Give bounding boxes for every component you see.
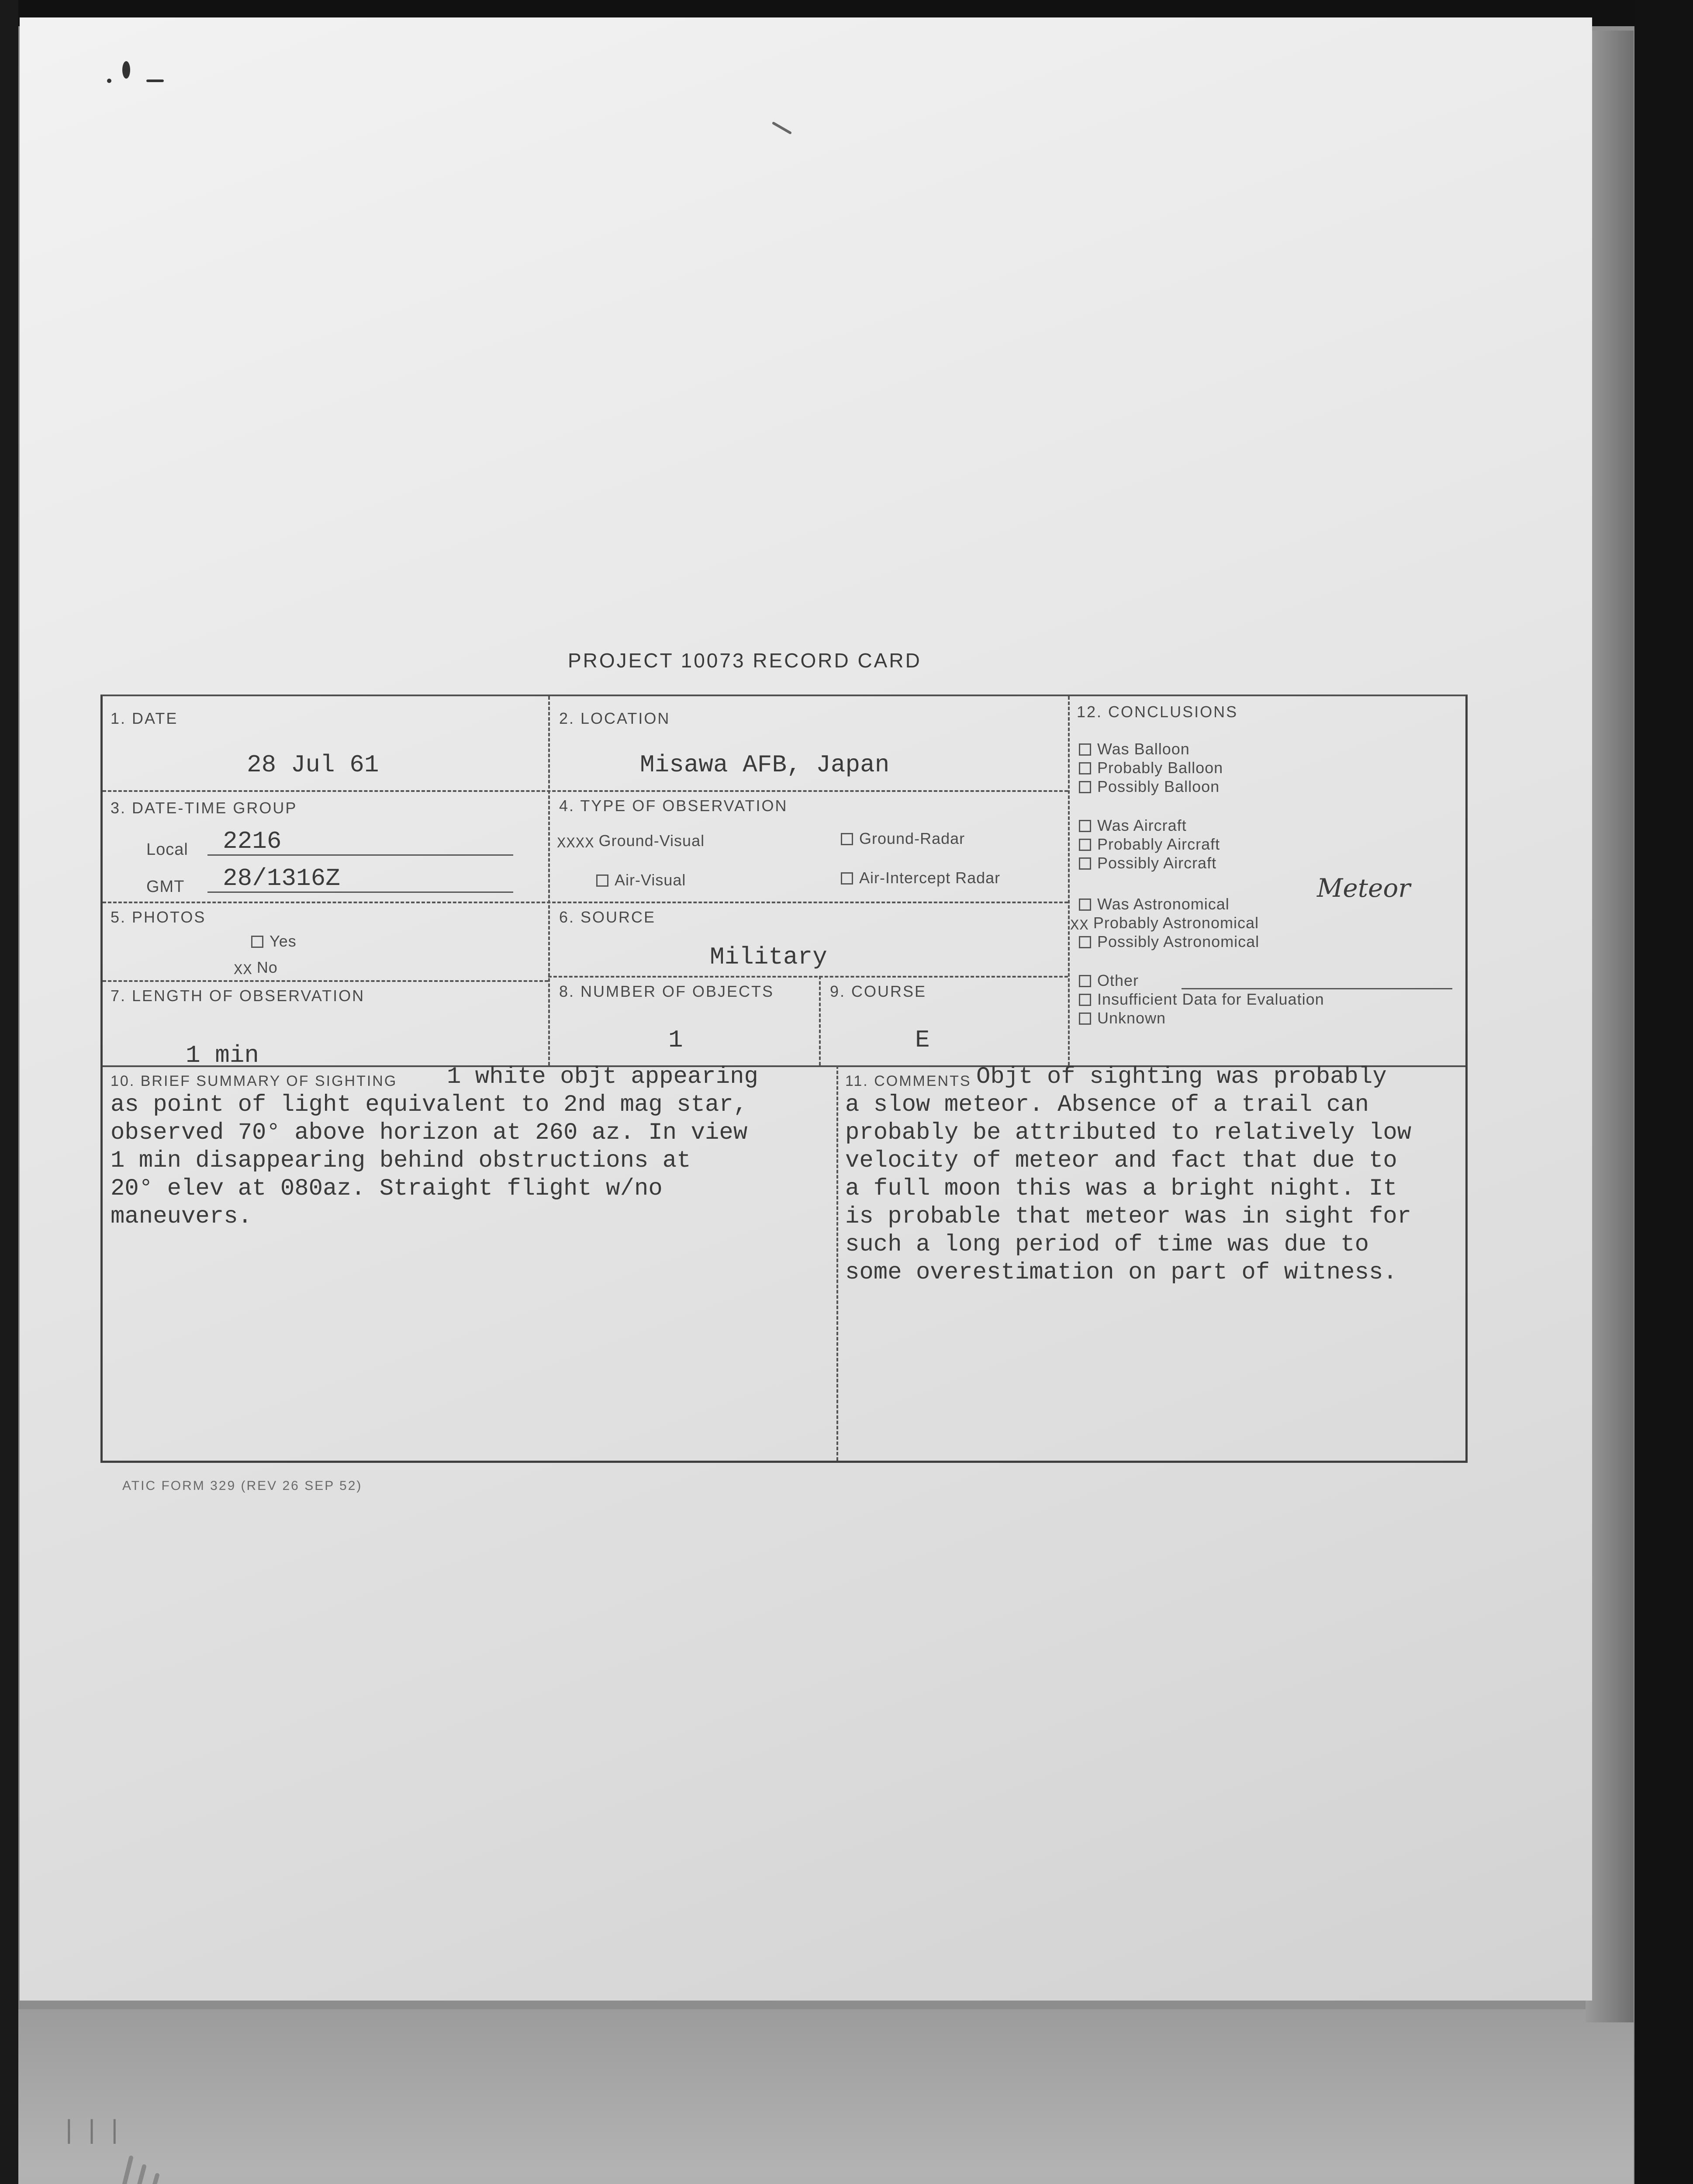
card-title: PROJECT 10073 RECORD CARD (568, 649, 922, 672)
handwritten-note: Meteor (1317, 873, 1410, 903)
option-label: Yes (269, 932, 297, 950)
typed-x-mark: XX (1070, 918, 1089, 934)
divider (548, 696, 550, 1065)
checkbox-icon (1079, 994, 1091, 1006)
option-label: No (256, 958, 278, 976)
divider (836, 1065, 838, 1461)
speck-mark (146, 79, 164, 82)
gmt-label: GMT (146, 878, 185, 896)
option-label: Air-Intercept Radar (859, 869, 1001, 887)
comments-line: some overestimation on part of witness. (845, 1259, 1397, 1286)
conclusion-item (1079, 778, 1220, 796)
photos-yes (251, 932, 297, 950)
number-of-objects-value: 1 (668, 1026, 683, 1054)
comments-line: is probable that meteor was in sight for (845, 1203, 1412, 1230)
underline (1182, 988, 1452, 989)
checkbox-icon (841, 872, 853, 885)
conclusion-label: Was Balloon (1097, 740, 1190, 758)
photos-no (234, 958, 278, 979)
observation-type-label: 4. TYPE OF OBSERVATION (559, 797, 788, 815)
underline (207, 892, 513, 893)
speck-mark (107, 79, 111, 83)
divider (819, 976, 821, 1065)
background-sheet (17, 2009, 1634, 2184)
conclusion-label: Probably Astronomical (1093, 914, 1259, 932)
checkbox-icon (1079, 1013, 1091, 1025)
conclusion-label: Unknown (1097, 1009, 1166, 1027)
conclusion-label: Insufficient Data for Evaluation (1097, 990, 1324, 1008)
checkbox-icon (1079, 743, 1091, 756)
comments-text (845, 1063, 1411, 1287)
conclusion-item (1079, 1009, 1166, 1027)
conclusion-label: Probably Aircraft (1097, 835, 1220, 853)
date-label: 1. DATE (111, 709, 178, 727)
form-id: ATIC FORM 329 (REV 26 SEP 52) (122, 1479, 363, 1493)
pencil-scribble (79, 2140, 192, 2184)
option-air-visual (596, 871, 686, 889)
conclusion-item (1079, 933, 1259, 951)
length-label: 7. LENGTH OF OBSERVATION (111, 987, 365, 1005)
comments-label: 11. COMMENTS (845, 1073, 971, 1089)
location-label: 2. LOCATION (559, 709, 670, 727)
date-value: 28 Jul 61 (247, 751, 379, 779)
conclusion-label: Possibly Balloon (1097, 778, 1220, 795)
checkbox-icon (1079, 839, 1091, 851)
checkbox-icon (596, 874, 608, 887)
divider (1068, 696, 1070, 1065)
conclusion-label: Possibly Aircraft (1097, 854, 1217, 872)
checkbox-icon (1079, 936, 1091, 948)
conclusion-item (1079, 990, 1324, 1009)
page-shadow (1586, 31, 1634, 2022)
checkbox-icon (1079, 781, 1091, 793)
typed-x-mark: XXXX (557, 836, 594, 852)
conclusion-item (1079, 895, 1230, 913)
course-value: E (915, 1026, 930, 1054)
comments-line: such a long period of time was due to (845, 1231, 1369, 1258)
divider (103, 902, 1068, 903)
conclusion-item (1079, 971, 1139, 990)
checkbox-icon (1079, 820, 1091, 832)
divider (103, 790, 1068, 792)
source-value: Military (710, 943, 827, 971)
conclusion-item (1079, 816, 1187, 835)
photos-label: 5. PHOTOS (111, 908, 206, 926)
conclusion-label: Was Aircraft (1097, 816, 1187, 834)
local-label: Local (146, 840, 188, 859)
summary-line: maneuvers. (111, 1203, 252, 1230)
option-ground-visual (557, 832, 705, 852)
conclusion-label: Other (1097, 971, 1139, 989)
record-card (100, 695, 1468, 1463)
summary-line: observed 70° above horizon at 260 az. In view (111, 1120, 748, 1146)
tick-marks: | | | (66, 2115, 123, 2144)
checkbox-icon (251, 936, 263, 948)
length-value: 1 min (186, 1041, 259, 1069)
gmt-time-value: 28/1316Z (223, 864, 340, 892)
conclusion-label: Possibly Astronomical (1097, 933, 1260, 950)
summary-line: as point of light equivalent to 2nd mag star, (111, 1092, 748, 1118)
divider (103, 980, 548, 982)
option-air-intercept-radar (841, 869, 1000, 887)
checkbox-icon (1079, 898, 1091, 911)
checkbox-icon (1079, 762, 1091, 774)
summary-label: 10. BRIEF SUMMARY OF SIGHTING (111, 1073, 397, 1089)
conclusion-label: Probably Balloon (1097, 759, 1223, 777)
checkbox-icon (1079, 975, 1091, 987)
number-of-objects-label: 8. NUMBER OF OBJECTS (559, 982, 774, 1000)
date-time-group-label: 3. DATE-TIME GROUP (111, 799, 297, 817)
option-ground-radar (841, 829, 965, 848)
conclusion-item (1079, 759, 1223, 777)
typed-x-mark: XX (234, 962, 252, 979)
underline (207, 854, 513, 856)
local-time-value: 2216 (223, 827, 282, 855)
film-border-left (0, 0, 18, 2184)
conclusion-item (1079, 854, 1216, 872)
conclusions-label: 12. CONCLUSIONS (1077, 703, 1238, 721)
course-label: 9. COURSE (830, 982, 927, 1000)
summary-line: 1 white objt appearing (447, 1064, 758, 1090)
checkbox-icon (1079, 857, 1091, 870)
conclusion-item (1079, 740, 1190, 758)
speck-mark (122, 61, 130, 79)
comments-line: probably be attributed to relatively low (845, 1120, 1412, 1146)
comments-line: a slow meteor. Absence of a trail can (845, 1092, 1369, 1118)
comments-line: Objt of sighting was probably (976, 1064, 1387, 1090)
conclusion-item-checked (1070, 914, 1259, 934)
summary-text (111, 1063, 758, 1231)
divider (548, 976, 1068, 978)
conclusion-label: Was Astronomical (1097, 895, 1230, 913)
speck-mark (772, 121, 792, 135)
summary-line: 1 min disappearing behind obstructions at (111, 1147, 691, 1174)
option-label: Air-Visual (615, 871, 686, 889)
option-label: Ground-Visual (598, 832, 705, 850)
comments-line: velocity of meteor and fact that due to (845, 1147, 1397, 1174)
comments-line: a full moon this was a bright night. It (845, 1175, 1397, 1202)
location-value: Misawa AFB, Japan (640, 751, 890, 779)
source-label: 6. SOURCE (559, 908, 656, 926)
film-border-right (1634, 0, 1693, 2184)
summary-line: 20° elev at 080az. Straight flight w/no (111, 1175, 663, 1202)
conclusion-item (1079, 835, 1220, 854)
checkbox-icon (841, 833, 853, 845)
option-label: Ground-Radar (859, 829, 965, 847)
